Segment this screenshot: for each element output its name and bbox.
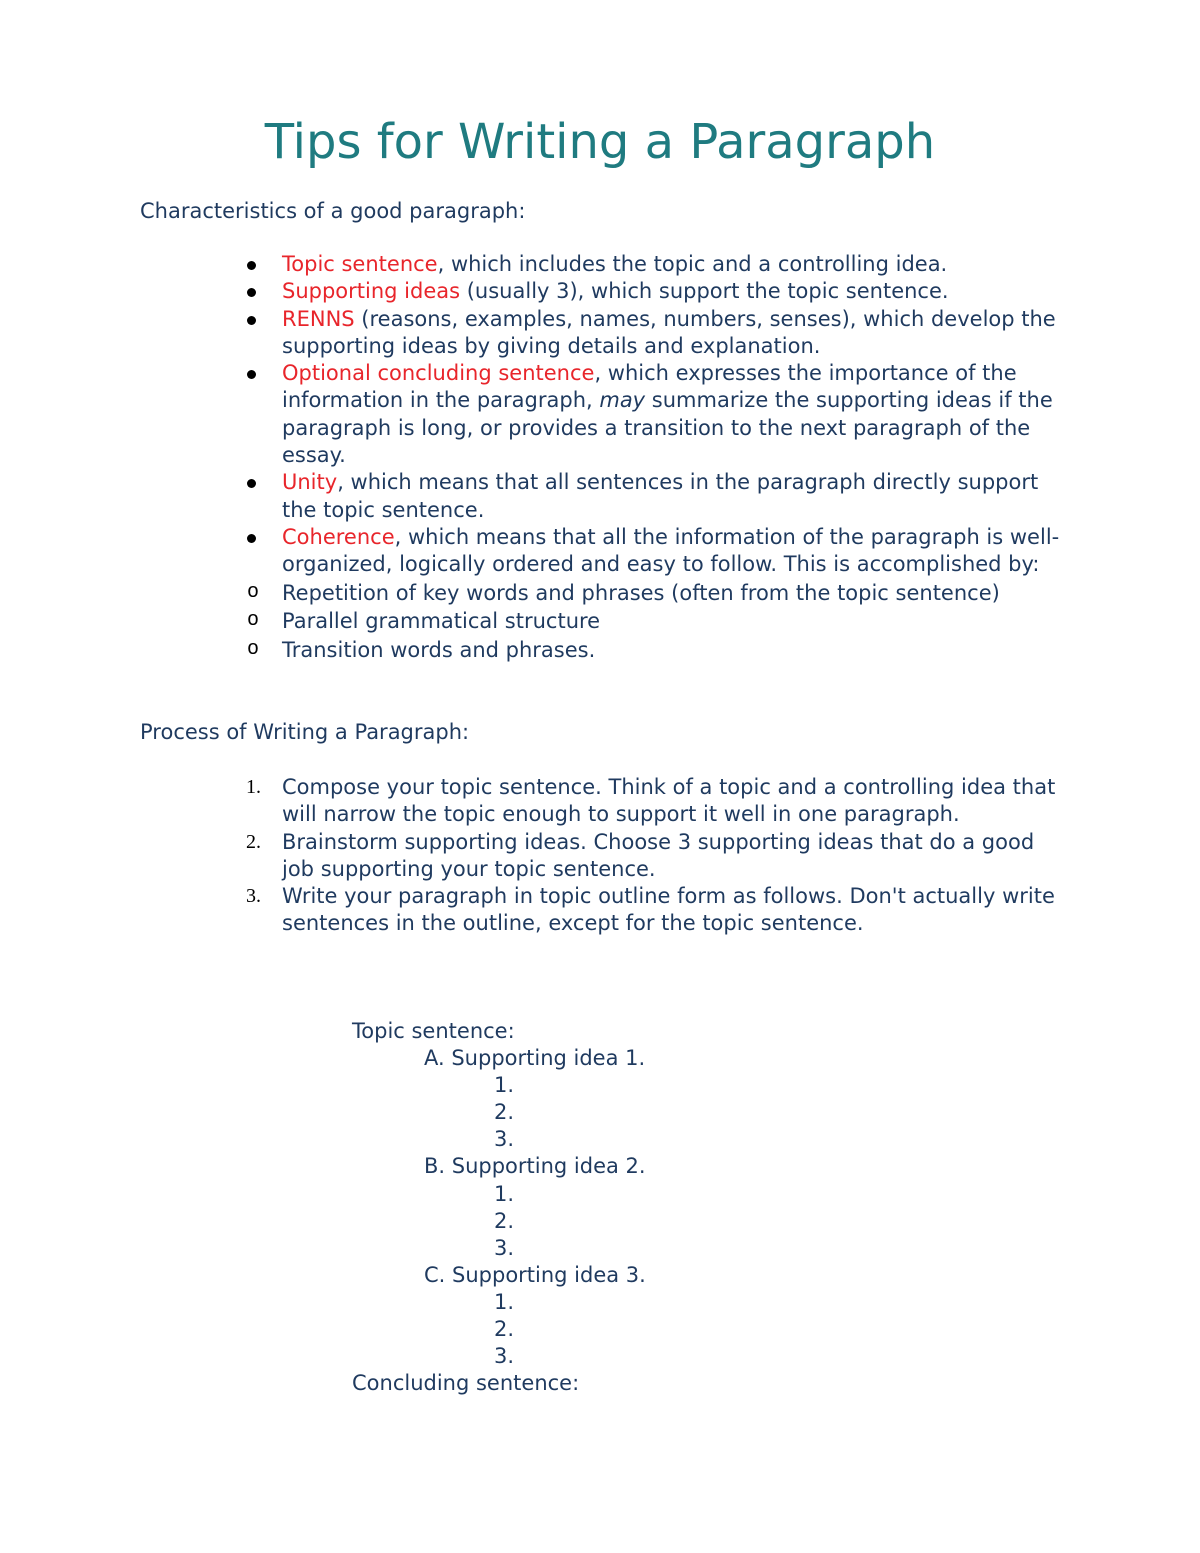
emphasis-word: may	[599, 388, 646, 413]
step-text: Compose your topic sentence. Think of a topic and a controlling idea that will narrow the topic enough to support it well in one paragraph.	[282, 775, 1056, 827]
item-text: (reasons, examples, names, numbers, senses), which develop the supporting ideas by giving details and explanation.	[282, 306, 1056, 358]
outline-detail: 2.	[494, 1208, 515, 1233]
list-item	[282, 360, 1062, 469]
characteristics-list	[282, 251, 1062, 664]
coherence-sublist	[212, 579, 1062, 665]
list-item	[282, 524, 1062, 664]
outline-detail: 2.	[494, 1317, 515, 1342]
outline-detail: 1.	[494, 1289, 515, 1314]
outline-detail: 3.	[494, 1344, 515, 1369]
page-title: Tips for Writing a Paragraph	[264, 114, 936, 170]
outline-topic-label: Topic sentence:	[352, 1019, 515, 1043]
outline-detail: 3.	[494, 1127, 515, 1152]
outline-detail: 2.	[494, 1100, 515, 1125]
topic-outline	[352, 1018, 646, 1397]
key-term: Unity	[282, 470, 338, 495]
step-text: Write your paragraph in topic outline form as follows. Don't actually write sentences in the outline, except for the topic sentence.	[282, 884, 1055, 936]
item-text: , which expresses the importance of the information in the paragraph,	[282, 361, 1017, 413]
item-text: (usually 3), which support the topic sentence.	[460, 279, 949, 304]
outline-idea-label: C. Supporting idea 3.	[424, 1262, 646, 1287]
list-item	[246, 829, 1062, 884]
process-steps-list	[246, 774, 1062, 938]
list-item	[246, 774, 1062, 829]
key-term: Coherence	[282, 524, 395, 549]
sublist-item: o Repetition of key words and phrases (often from the topic sentence)	[282, 579, 1062, 608]
key-term: Supporting ideas	[282, 279, 461, 304]
key-term: RENNS	[282, 306, 355, 331]
item-text: , which includes the topic and a controlling idea.	[437, 252, 948, 276]
list-item	[282, 251, 1062, 278]
list-item	[282, 469, 1062, 524]
sublist-item: o Parallel grammatical structure	[282, 607, 1062, 636]
item-text: , which means that all the information of the paragraph is well-organized, logically ordered and easy to follow. This is accomplished by:	[282, 524, 1060, 577]
key-term: Optional concluding sentence	[282, 361, 595, 386]
item-text: summarize the supporting ideas if the paragraph is long, or provides a transition to the next paragraph of the essay.	[282, 388, 1053, 468]
step-number: 1.	[246, 776, 261, 798]
step-text: Brainstorm supporting ideas. Choose 3 supporting ideas that do a good job supporting your topic sentence.	[282, 829, 1035, 881]
item-text: , which means that all sentences in the paragraph directly support the topic sentence.	[282, 470, 1039, 522]
list-item	[282, 306, 1062, 361]
outline-detail: 1.	[494, 1073, 515, 1098]
outline-detail: 3.	[494, 1235, 515, 1260]
list-item	[246, 883, 1062, 938]
step-number: 2.	[246, 830, 261, 853]
step-number: 3.	[246, 885, 261, 908]
characteristics-heading: Characteristics of a good paragraph:	[140, 199, 526, 223]
outline-idea-label: B. Supporting idea 2.	[424, 1154, 646, 1179]
process-heading: Process of Writing a Paragraph:	[140, 720, 470, 744]
key-term: Topic sentence	[282, 252, 438, 276]
outline-idea-label: A. Supporting idea 1.	[424, 1046, 646, 1071]
sublist-item: o Transition words and phrases.	[282, 636, 1062, 665]
outline-concluding-label: Concluding sentence:	[352, 1371, 580, 1396]
list-item	[282, 278, 1062, 305]
outline-detail: 1.	[494, 1181, 515, 1206]
